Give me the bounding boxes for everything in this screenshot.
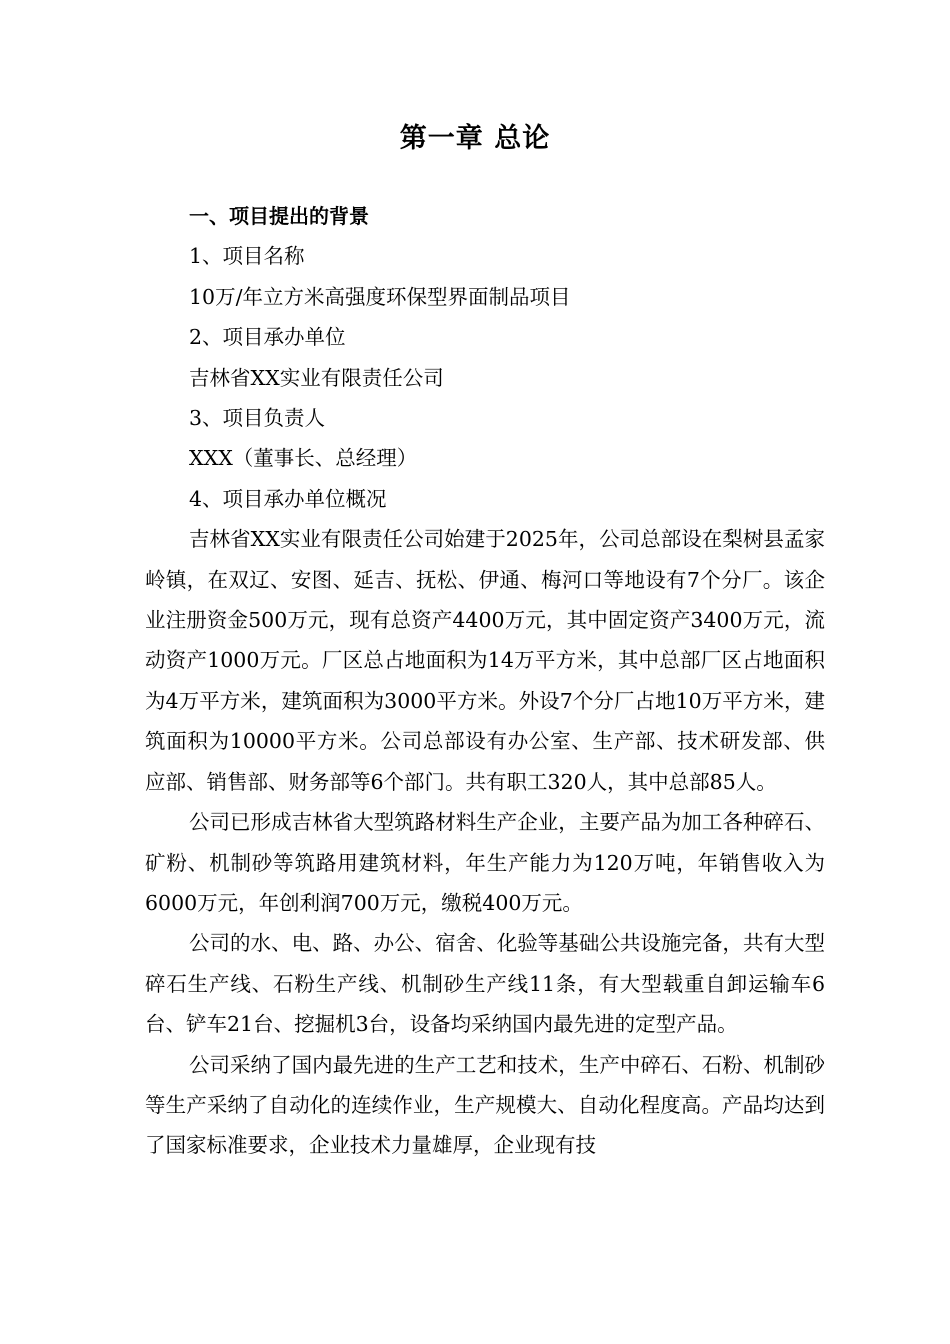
item-value-project-name: 10万/年立方米高强度环保型界面制品项目 xyxy=(189,284,571,309)
section-heading: 一、项目提出的背景 xyxy=(189,204,369,228)
body-text xyxy=(145,196,825,1166)
paragraph-main-products: 公司已形成吉林省大型筑路材料生产企业，主要产品为加工各种碎石、矿粉、机制砂等筑路用建筑材料，年生产能力为120万吨，年销售收入为6000万元，年创利润700万元，缴税400万元。 xyxy=(145,810,825,915)
item-label-undertaking-unit: 2、项目承办单位 xyxy=(189,325,346,350)
item-value-project-leader: XXX（董事长、总经理） xyxy=(189,446,418,471)
item-value-undertaking-unit: 吉林省XX实业有限责任公司 xyxy=(189,365,444,390)
paragraph-technology: 公司采纳了国内最先进的生产工艺和技术，生产中碎石、石粉、机制砂等生产采纳了自动化的连续作业，生产规模大、自动化程度高。产品均达到了国家标准要求，企业技术力量雄厚，企业现有技 xyxy=(145,1052,825,1158)
paragraph-company-overview: 吉林省XX实业有限责任公司始建于2025年，公司总部设在梨树县孟家岭镇，在双辽、安图、延吉、抚松、伊通、梅河口等地设有7个分厂。该企业注册资金500万元，现有总资产4400万元，其中固定资产3400万元，流动资产1000万元。厂区总占地面积为14万平方米，其中总部厂区占地面积为4万平方米，建筑面积为3000平方米。外设7个分厂占地10万平方米，建筑面积为10000平方米。公司总部设有办公室、生产部、技术研发部、供应部、销售部、财务部等6个部门。共有职工320人，其中总部85人。 xyxy=(145,527,825,794)
item-label-project-leader: 3、项目负责人 xyxy=(189,406,326,431)
paragraph-facilities: 公司的水、电、路、办公、宿舍、化验等基础公共设施完备，共有大型碎石生产线、石粉生产线、机制砂生产线11条，有大型载重自卸运输车6台、铲车21台、挖掘机3台，设备均采纳国内最先进的定型产品。 xyxy=(145,931,825,1037)
item-label-unit-overview: 4、项目承办单位概况 xyxy=(189,486,387,511)
chapter-title: 第一章 总论 xyxy=(399,123,551,154)
item-label-project-name: 1、项目名称 xyxy=(189,244,305,269)
